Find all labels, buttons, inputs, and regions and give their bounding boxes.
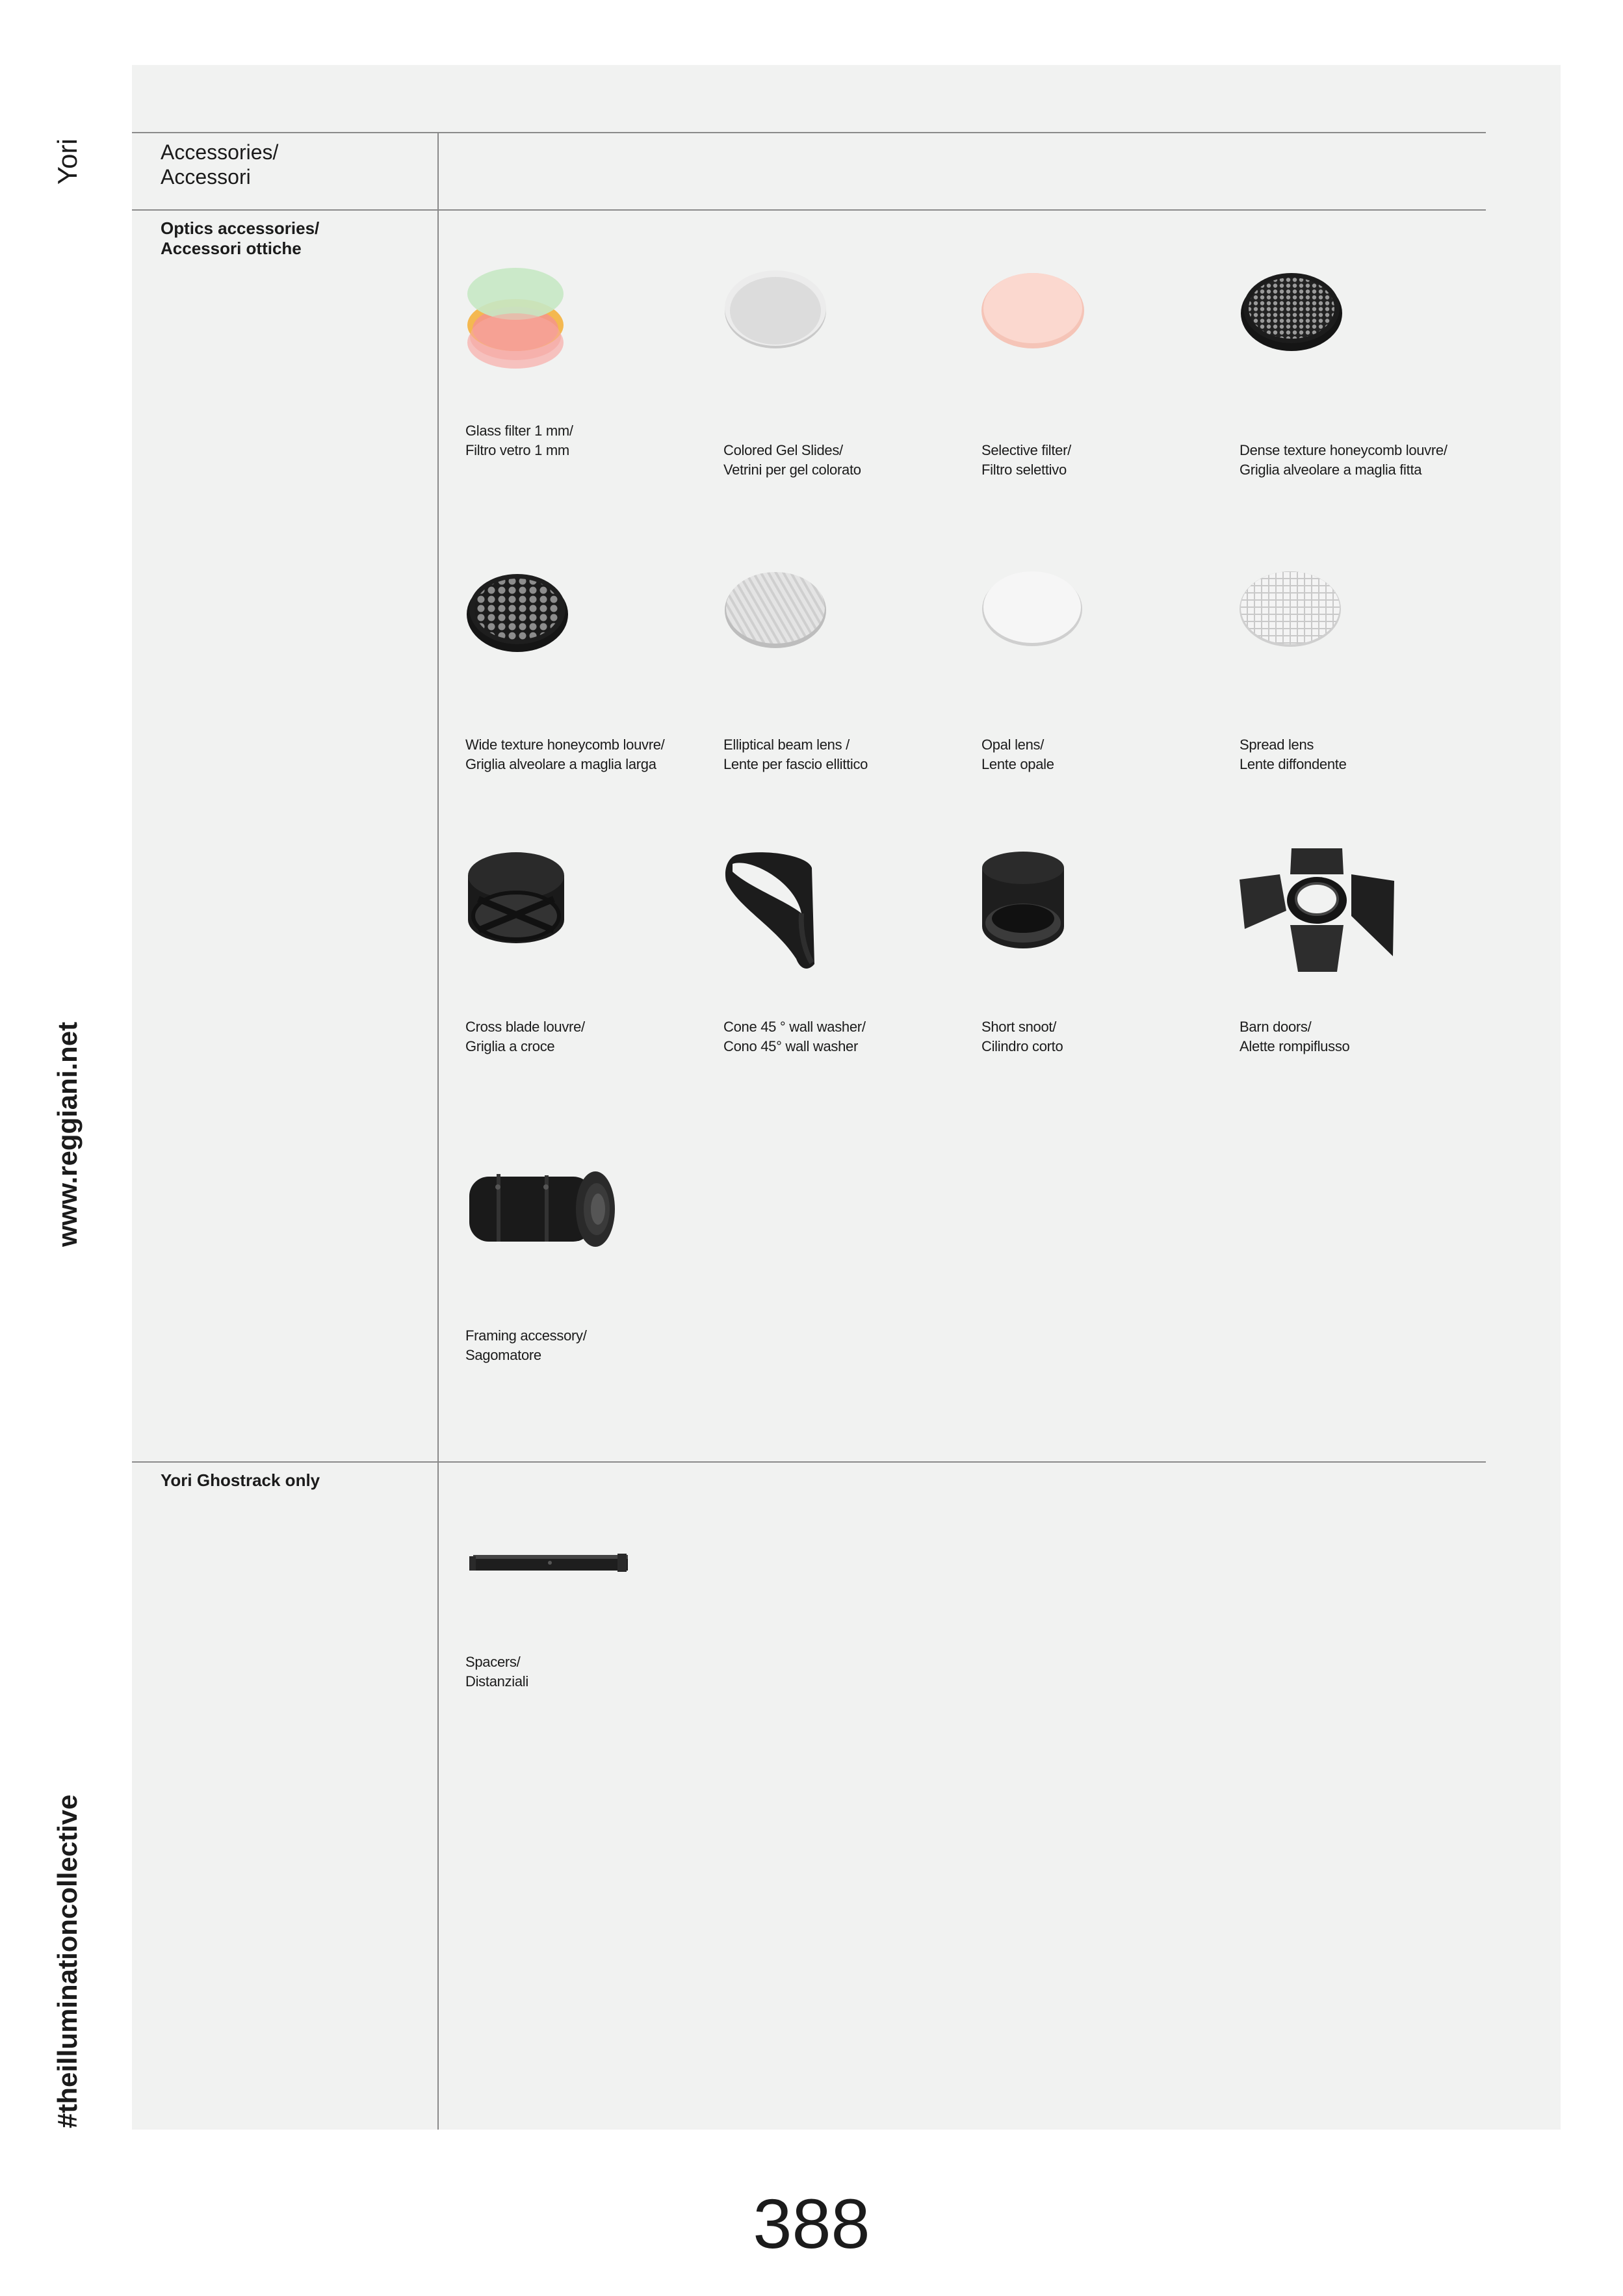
category-ghostrack (161, 1470, 320, 1491)
page-number: 388 (753, 2184, 870, 2263)
cross-blade-icon (465, 848, 634, 978)
item-label-it: Filtro selettivo (981, 462, 1067, 478)
table-top-rule (132, 132, 1486, 133)
framing-accessory-icon (465, 1162, 634, 1292)
spread-lens-icon (1240, 549, 1409, 679)
section-rule (132, 1461, 1486, 1463)
item-label-en: Colored Gel Slides/ (723, 442, 843, 458)
section-title-en: Accessories/ (161, 140, 279, 164)
item-label-en: Cross blade louvre/ (465, 1019, 585, 1035)
section-title-it: Accessori (161, 165, 251, 189)
section-title (161, 140, 278, 189)
category-optics (161, 218, 319, 259)
side-product-name: Yori (52, 138, 83, 185)
item-label-it: Griglia alveolare a maglia fitta (1240, 462, 1422, 478)
item-label-it: Distanziali (465, 1673, 528, 1689)
item-label-it: Filtro vetro 1 mm (465, 442, 569, 458)
item-label-en: Cone 45 ° wall washer/ (723, 1019, 866, 1035)
glass-filter-icon (465, 254, 634, 384)
wide-honeycomb-icon (465, 549, 634, 679)
gel-slide-icon (723, 254, 892, 384)
item-label-it: Cono 45° wall washer (723, 1038, 859, 1054)
item-label-it: Alette rompiflusso (1240, 1038, 1350, 1054)
item-label-en: Spread lens (1240, 737, 1314, 753)
item-label-en: Opal lens/ (981, 737, 1045, 753)
item-label-it: Lente per fascio ellittico (723, 756, 868, 772)
item-label-en: Short snoot/ (981, 1019, 1057, 1035)
item-label-en: Dense texture honeycomb louvre/ (1240, 442, 1448, 458)
item-label-it: Sagomatore (465, 1347, 541, 1363)
dense-honeycomb-icon (1240, 254, 1409, 384)
short-snoot-icon (981, 848, 1150, 978)
item-label-en: Framing accessory/ (465, 1327, 587, 1344)
barn-doors-icon (1240, 848, 1409, 978)
side-hashtag: #theilluminationcollective (52, 1794, 83, 2128)
item-label-it: Cilindro corto (981, 1038, 1063, 1054)
item-label-en: Glass filter 1 mm/ (465, 423, 573, 439)
item-label-en: Wide texture honeycomb louvre/ (465, 737, 665, 753)
column-divider (437, 132, 439, 2130)
item-label-en: Barn doors/ (1240, 1019, 1312, 1035)
item-label-it: Vetrini per gel colorato (723, 462, 861, 478)
item-label-en: Spacers/ (465, 1654, 521, 1670)
item-label-it: Griglia a croce (465, 1038, 555, 1054)
category-name-it: Accessori ottiche (161, 239, 302, 258)
elliptical-lens-icon (723, 549, 892, 679)
opal-lens-icon (981, 549, 1150, 679)
selective-filter-icon (981, 254, 1150, 384)
item-label-en: Elliptical beam lens / (723, 737, 850, 753)
item-label-it: Lente diffondente (1240, 756, 1347, 772)
item-label-it: Griglia alveolare a maglia larga (465, 756, 656, 772)
side-website[interactable]: www.reggiani.net (52, 1021, 83, 1247)
category-name-en: Yori Ghostrack only (161, 1470, 320, 1490)
item-label-it: Lente opale (981, 756, 1054, 772)
item-label-en: Selective filter/ (981, 442, 1071, 458)
category-name-en: Optics accessories/ (161, 218, 320, 238)
cone-wall-washer-icon (723, 848, 892, 978)
header-rule (132, 209, 1486, 211)
